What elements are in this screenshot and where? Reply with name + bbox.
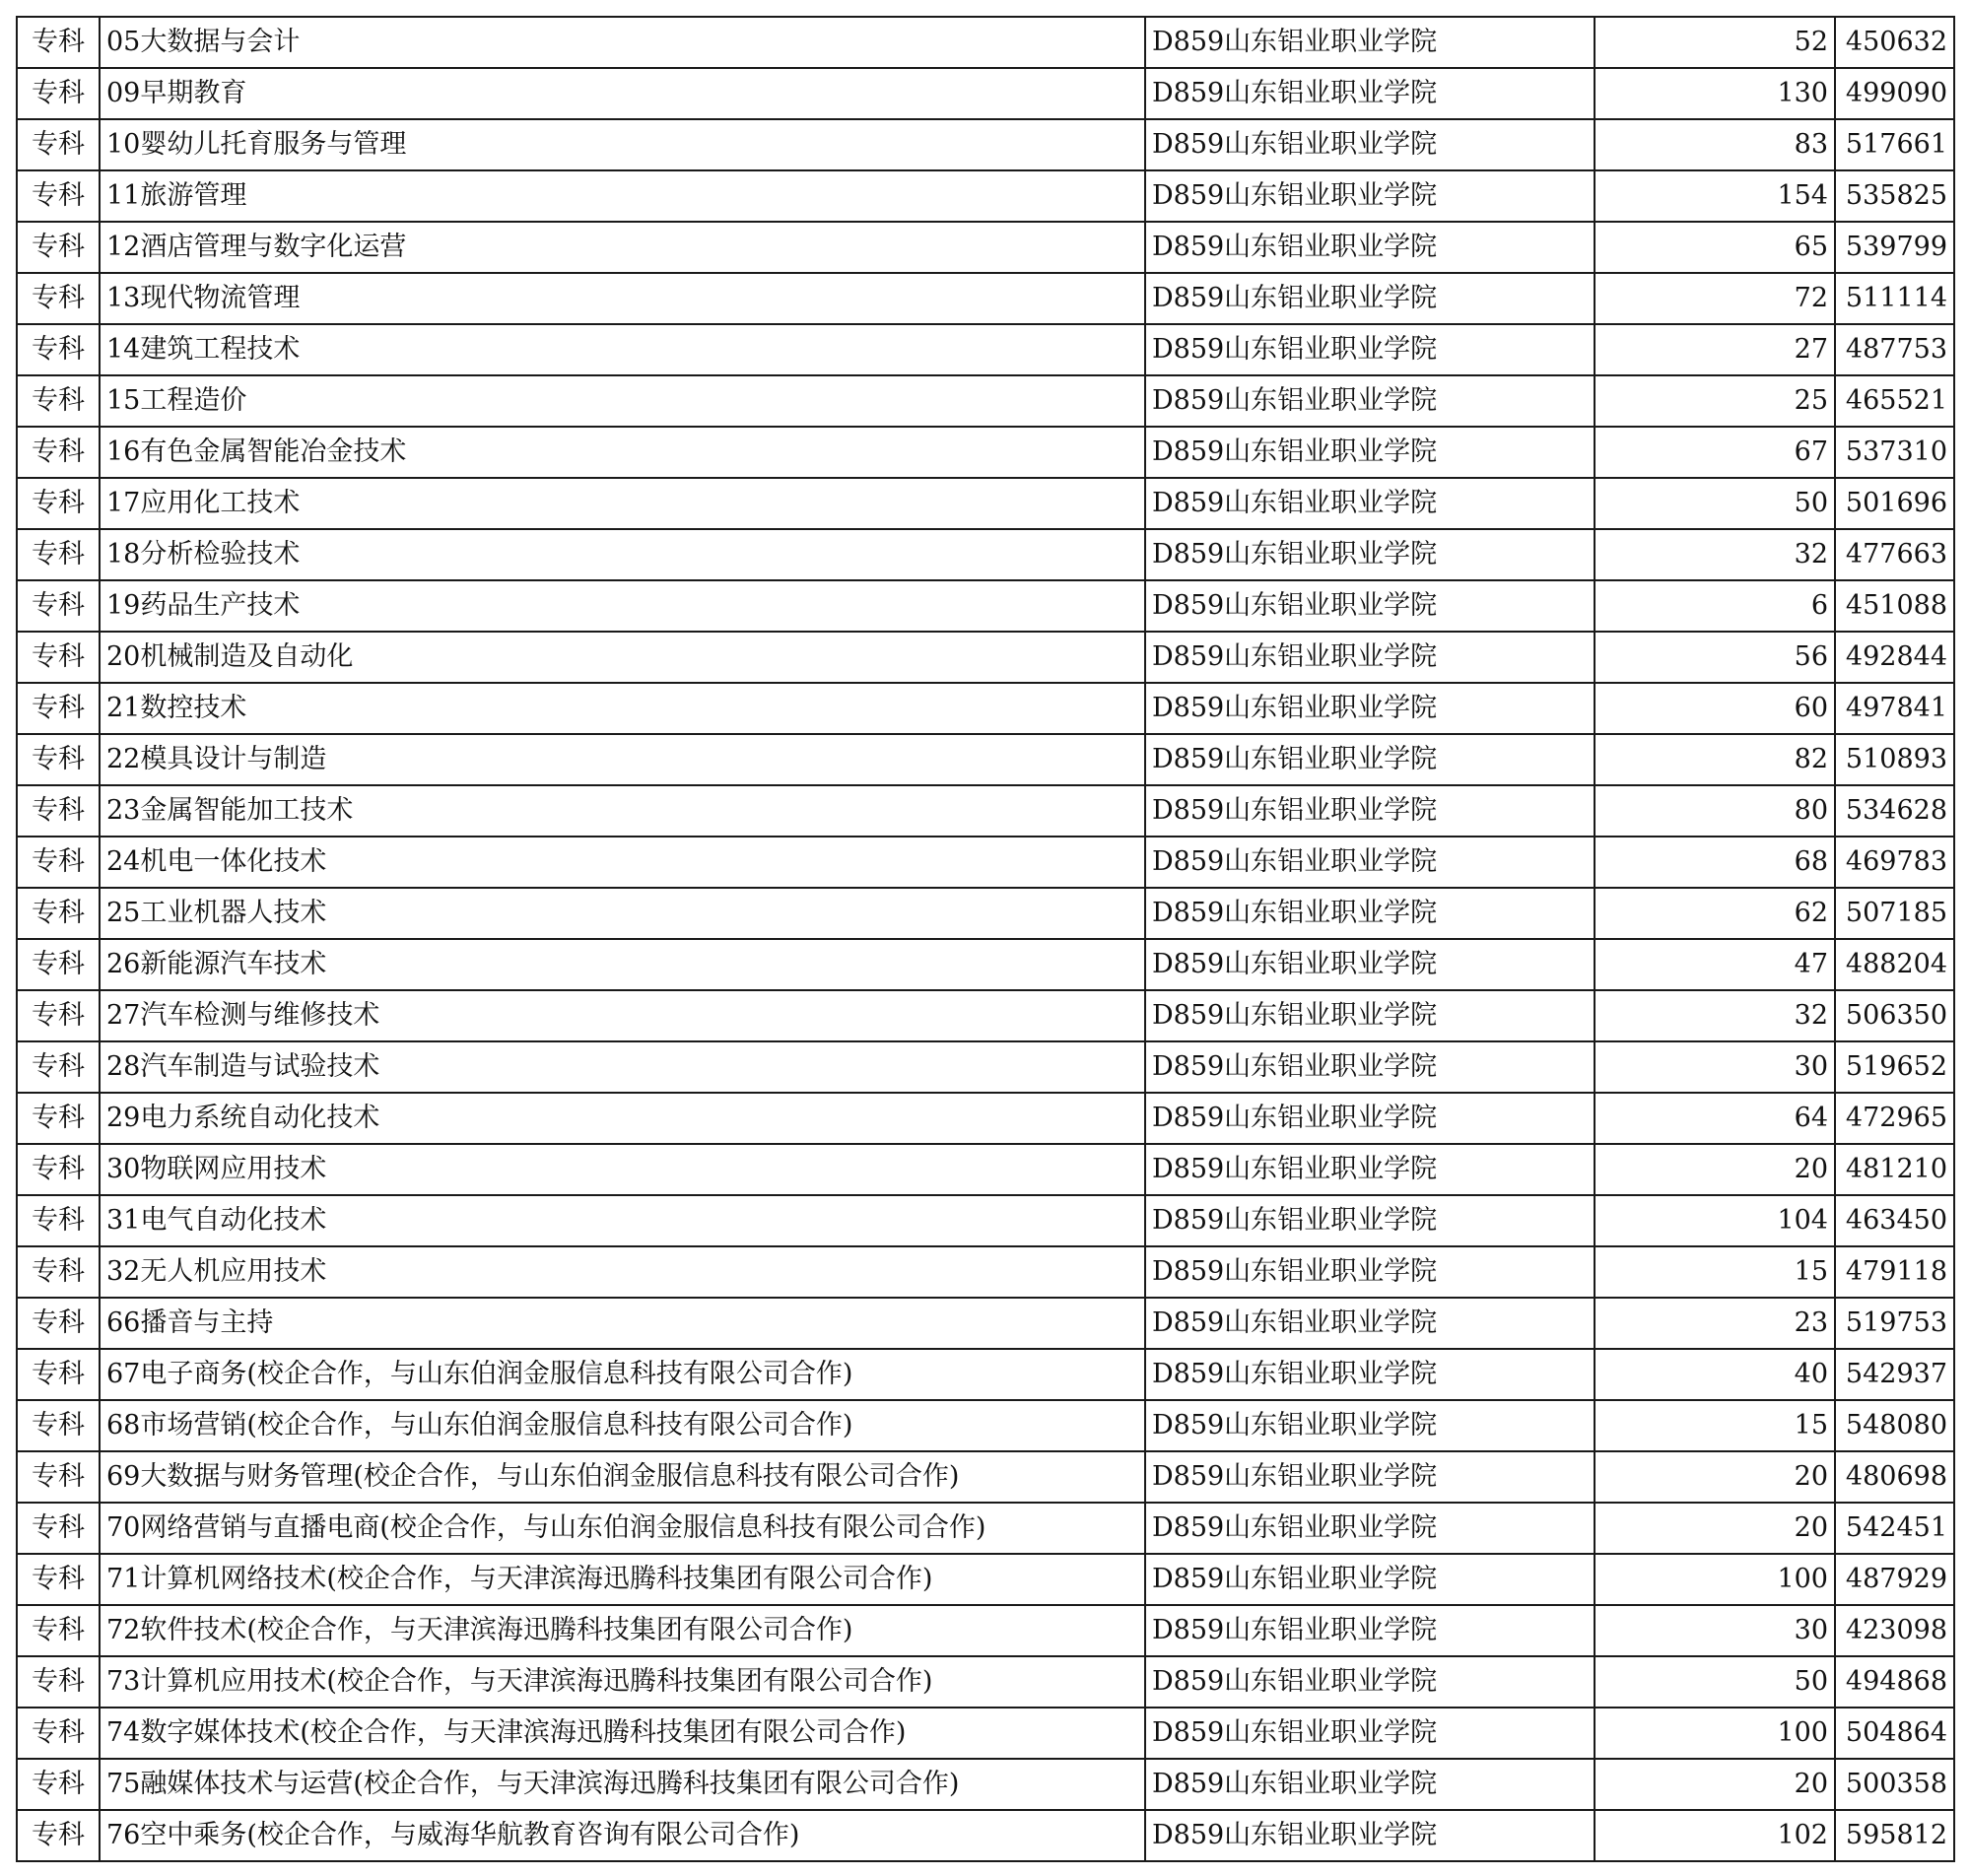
plan-count-cell: 154 bbox=[1595, 170, 1835, 222]
admissions-sheet bbox=[16, 16, 1955, 1862]
table-row bbox=[17, 529, 1954, 580]
major-cell: 30物联网应用技术 bbox=[100, 1144, 1145, 1195]
major-cell: 32无人机应用技术 bbox=[100, 1246, 1145, 1298]
table-row bbox=[17, 939, 1954, 990]
school-cell: D859山东铝业职业学院 bbox=[1145, 1400, 1595, 1451]
min-rank-cell: 477663 bbox=[1835, 529, 1954, 580]
plan-count-cell: 56 bbox=[1595, 632, 1835, 683]
table-row bbox=[17, 1503, 1954, 1554]
plan-count-cell: 30 bbox=[1595, 1041, 1835, 1093]
level-cell: 专科 bbox=[17, 273, 100, 324]
major-cell: 24机电一体化技术 bbox=[100, 837, 1145, 888]
level-cell: 专科 bbox=[17, 1400, 100, 1451]
school-cell: D859山东铝业职业学院 bbox=[1145, 1605, 1595, 1656]
table-row bbox=[17, 1041, 1954, 1093]
min-rank-cell: 548080 bbox=[1835, 1400, 1954, 1451]
min-rank-cell: 535825 bbox=[1835, 170, 1954, 222]
plan-count-cell: 80 bbox=[1595, 785, 1835, 837]
major-cell: 72软件技术(校企合作，与天津滨海迅腾科技集团有限公司合作) bbox=[100, 1605, 1145, 1656]
major-cell: 25工业机器人技术 bbox=[100, 888, 1145, 939]
table-row bbox=[17, 632, 1954, 683]
plan-count-cell: 102 bbox=[1595, 1810, 1835, 1861]
min-rank-cell: 537310 bbox=[1835, 427, 1954, 478]
level-cell: 专科 bbox=[17, 888, 100, 939]
plan-count-cell: 64 bbox=[1595, 1093, 1835, 1144]
min-rank-cell: 510893 bbox=[1835, 734, 1954, 785]
level-cell: 专科 bbox=[17, 1810, 100, 1861]
min-rank-cell: 500358 bbox=[1835, 1759, 1954, 1810]
level-cell: 专科 bbox=[17, 785, 100, 837]
min-rank-cell: 463450 bbox=[1835, 1195, 1954, 1246]
min-rank-cell: 499090 bbox=[1835, 68, 1954, 119]
school-cell: D859山东铝业职业学院 bbox=[1145, 324, 1595, 375]
level-cell: 专科 bbox=[17, 222, 100, 273]
min-rank-cell: 519652 bbox=[1835, 1041, 1954, 1093]
level-cell: 专科 bbox=[17, 427, 100, 478]
table-row bbox=[17, 1349, 1954, 1400]
table-row bbox=[17, 1708, 1954, 1759]
major-cell: 21数控技术 bbox=[100, 683, 1145, 734]
table-row bbox=[17, 1451, 1954, 1503]
plan-count-cell: 15 bbox=[1595, 1246, 1835, 1298]
table-row bbox=[17, 222, 1954, 273]
school-cell: D859山东铝业职业学院 bbox=[1145, 1451, 1595, 1503]
plan-count-cell: 52 bbox=[1595, 17, 1835, 68]
table-row bbox=[17, 837, 1954, 888]
major-cell: 66播音与主持 bbox=[100, 1298, 1145, 1349]
school-cell: D859山东铝业职业学院 bbox=[1145, 1554, 1595, 1605]
table-row bbox=[17, 1810, 1954, 1861]
major-cell: 70网络营销与直播电商(校企合作，与山东伯润金服信息科技有限公司合作) bbox=[100, 1503, 1145, 1554]
major-cell: 16有色金属智能冶金技术 bbox=[100, 427, 1145, 478]
major-cell: 13现代物流管理 bbox=[100, 273, 1145, 324]
min-rank-cell: 465521 bbox=[1835, 375, 1954, 427]
school-cell: D859山东铝业职业学院 bbox=[1145, 1349, 1595, 1400]
school-cell: D859山东铝业职业学院 bbox=[1145, 478, 1595, 529]
major-cell: 19药品生产技术 bbox=[100, 580, 1145, 632]
major-cell: 05大数据与会计 bbox=[100, 17, 1145, 68]
plan-count-cell: 20 bbox=[1595, 1759, 1835, 1810]
min-rank-cell: 487753 bbox=[1835, 324, 1954, 375]
school-cell: D859山东铝业职业学院 bbox=[1145, 990, 1595, 1041]
level-cell: 专科 bbox=[17, 580, 100, 632]
major-cell: 73计算机应用技术(校企合作，与天津滨海迅腾科技集团有限公司合作) bbox=[100, 1656, 1145, 1708]
min-rank-cell: 450632 bbox=[1835, 17, 1954, 68]
min-rank-cell: 595812 bbox=[1835, 1810, 1954, 1861]
major-cell: 11旅游管理 bbox=[100, 170, 1145, 222]
plan-count-cell: 50 bbox=[1595, 478, 1835, 529]
min-rank-cell: 519753 bbox=[1835, 1298, 1954, 1349]
min-rank-cell: 542451 bbox=[1835, 1503, 1954, 1554]
plan-count-cell: 27 bbox=[1595, 324, 1835, 375]
major-cell: 10婴幼儿托育服务与管理 bbox=[100, 119, 1145, 170]
plan-count-cell: 62 bbox=[1595, 888, 1835, 939]
level-cell: 专科 bbox=[17, 1298, 100, 1349]
plan-count-cell: 82 bbox=[1595, 734, 1835, 785]
plan-count-cell: 23 bbox=[1595, 1298, 1835, 1349]
major-cell: 68市场营销(校企合作，与山东伯润金服信息科技有限公司合作) bbox=[100, 1400, 1145, 1451]
plan-count-cell: 50 bbox=[1595, 1656, 1835, 1708]
major-cell: 27汽车检测与维修技术 bbox=[100, 990, 1145, 1041]
table-row bbox=[17, 1195, 1954, 1246]
level-cell: 专科 bbox=[17, 1656, 100, 1708]
level-cell: 专科 bbox=[17, 68, 100, 119]
school-cell: D859山东铝业职业学院 bbox=[1145, 1093, 1595, 1144]
table-row bbox=[17, 888, 1954, 939]
school-cell: D859山东铝业职业学院 bbox=[1145, 1708, 1595, 1759]
table-row bbox=[17, 68, 1954, 119]
school-cell: D859山东铝业职业学院 bbox=[1145, 939, 1595, 990]
table-row bbox=[17, 273, 1954, 324]
plan-count-cell: 60 bbox=[1595, 683, 1835, 734]
school-cell: D859山东铝业职业学院 bbox=[1145, 222, 1595, 273]
school-cell: D859山东铝业职业学院 bbox=[1145, 1041, 1595, 1093]
level-cell: 专科 bbox=[17, 1195, 100, 1246]
level-cell: 专科 bbox=[17, 683, 100, 734]
min-rank-cell: 507185 bbox=[1835, 888, 1954, 939]
table-row bbox=[17, 1759, 1954, 1810]
plan-count-cell: 100 bbox=[1595, 1554, 1835, 1605]
level-cell: 专科 bbox=[17, 1093, 100, 1144]
table-row bbox=[17, 1400, 1954, 1451]
table-row bbox=[17, 1656, 1954, 1708]
major-cell: 15工程造价 bbox=[100, 375, 1145, 427]
major-cell: 14建筑工程技术 bbox=[100, 324, 1145, 375]
plan-count-cell: 83 bbox=[1595, 119, 1835, 170]
school-cell: D859山东铝业职业学院 bbox=[1145, 580, 1595, 632]
min-rank-cell: 480698 bbox=[1835, 1451, 1954, 1503]
plan-count-cell: 30 bbox=[1595, 1605, 1835, 1656]
plan-count-cell: 20 bbox=[1595, 1144, 1835, 1195]
major-cell: 75融媒体技术与运营(校企合作，与天津滨海迅腾科技集团有限公司合作) bbox=[100, 1759, 1145, 1810]
min-rank-cell: 451088 bbox=[1835, 580, 1954, 632]
major-cell: 23金属智能加工技术 bbox=[100, 785, 1145, 837]
level-cell: 专科 bbox=[17, 375, 100, 427]
school-cell: D859山东铝业职业学院 bbox=[1145, 170, 1595, 222]
table-row bbox=[17, 990, 1954, 1041]
plan-count-cell: 40 bbox=[1595, 1349, 1835, 1400]
major-cell: 28汽车制造与试验技术 bbox=[100, 1041, 1145, 1093]
table-row bbox=[17, 427, 1954, 478]
table-row bbox=[17, 375, 1954, 427]
school-cell: D859山东铝业职业学院 bbox=[1145, 734, 1595, 785]
school-cell: D859山东铝业职业学院 bbox=[1145, 1246, 1595, 1298]
table-row bbox=[17, 1605, 1954, 1656]
level-cell: 专科 bbox=[17, 632, 100, 683]
min-rank-cell: 511114 bbox=[1835, 273, 1954, 324]
plan-count-cell: 25 bbox=[1595, 375, 1835, 427]
plan-count-cell: 130 bbox=[1595, 68, 1835, 119]
level-cell: 专科 bbox=[17, 478, 100, 529]
level-cell: 专科 bbox=[17, 1554, 100, 1605]
min-rank-cell: 497841 bbox=[1835, 683, 1954, 734]
school-cell: D859山东铝业职业学院 bbox=[1145, 17, 1595, 68]
major-cell: 67电子商务(校企合作，与山东伯润金服信息科技有限公司合作) bbox=[100, 1349, 1145, 1400]
level-cell: 专科 bbox=[17, 1605, 100, 1656]
level-cell: 专科 bbox=[17, 1246, 100, 1298]
major-cell: 22模具设计与制造 bbox=[100, 734, 1145, 785]
major-cell: 17应用化工技术 bbox=[100, 478, 1145, 529]
level-cell: 专科 bbox=[17, 17, 100, 68]
school-cell: D859山东铝业职业学院 bbox=[1145, 1144, 1595, 1195]
school-cell: D859山东铝业职业学院 bbox=[1145, 1759, 1595, 1810]
plan-count-cell: 67 bbox=[1595, 427, 1835, 478]
major-cell: 12酒店管理与数字化运营 bbox=[100, 222, 1145, 273]
table-row bbox=[17, 734, 1954, 785]
plan-count-cell: 20 bbox=[1595, 1503, 1835, 1554]
table-row bbox=[17, 478, 1954, 529]
level-cell: 专科 bbox=[17, 170, 100, 222]
major-cell: 18分析检验技术 bbox=[100, 529, 1145, 580]
school-cell: D859山东铝业职业学院 bbox=[1145, 119, 1595, 170]
min-rank-cell: 488204 bbox=[1835, 939, 1954, 990]
school-cell: D859山东铝业职业学院 bbox=[1145, 1195, 1595, 1246]
plan-count-cell: 100 bbox=[1595, 1708, 1835, 1759]
major-cell: 76空中乘务(校企合作，与威海华航教育咨询有限公司合作) bbox=[100, 1810, 1145, 1861]
table-row bbox=[17, 785, 1954, 837]
min-rank-cell: 487929 bbox=[1835, 1554, 1954, 1605]
min-rank-cell: 517661 bbox=[1835, 119, 1954, 170]
min-rank-cell: 534628 bbox=[1835, 785, 1954, 837]
major-cell: 71计算机网络技术(校企合作，与天津滨海迅腾科技集团有限公司合作) bbox=[100, 1554, 1145, 1605]
table-row bbox=[17, 1144, 1954, 1195]
school-cell: D859山东铝业职业学院 bbox=[1145, 68, 1595, 119]
major-cell: 26新能源汽车技术 bbox=[100, 939, 1145, 990]
table-row bbox=[17, 17, 1954, 68]
level-cell: 专科 bbox=[17, 1503, 100, 1554]
level-cell: 专科 bbox=[17, 1451, 100, 1503]
min-rank-cell: 472965 bbox=[1835, 1093, 1954, 1144]
level-cell: 专科 bbox=[17, 119, 100, 170]
school-cell: D859山东铝业职业学院 bbox=[1145, 1503, 1595, 1554]
plan-count-cell: 65 bbox=[1595, 222, 1835, 273]
level-cell: 专科 bbox=[17, 1144, 100, 1195]
min-rank-cell: 506350 bbox=[1835, 990, 1954, 1041]
min-rank-cell: 539799 bbox=[1835, 222, 1954, 273]
school-cell: D859山东铝业职业学院 bbox=[1145, 837, 1595, 888]
table-body bbox=[17, 17, 1954, 1861]
major-cell: 29电力系统自动化技术 bbox=[100, 1093, 1145, 1144]
table-row bbox=[17, 580, 1954, 632]
level-cell: 专科 bbox=[17, 939, 100, 990]
level-cell: 专科 bbox=[17, 990, 100, 1041]
plan-count-cell: 47 bbox=[1595, 939, 1835, 990]
level-cell: 专科 bbox=[17, 734, 100, 785]
school-cell: D859山东铝业职业学院 bbox=[1145, 683, 1595, 734]
school-cell: D859山东铝业职业学院 bbox=[1145, 427, 1595, 478]
table-row bbox=[17, 119, 1954, 170]
major-cell: 74数字媒体技术(校企合作，与天津滨海迅腾科技集团有限公司合作) bbox=[100, 1708, 1145, 1759]
school-cell: D859山东铝业职业学院 bbox=[1145, 1810, 1595, 1861]
admissions-table bbox=[16, 16, 1955, 1862]
table-row bbox=[17, 1298, 1954, 1349]
school-cell: D859山东铝业职业学院 bbox=[1145, 888, 1595, 939]
min-rank-cell: 501696 bbox=[1835, 478, 1954, 529]
plan-count-cell: 104 bbox=[1595, 1195, 1835, 1246]
school-cell: D859山东铝业职业学院 bbox=[1145, 273, 1595, 324]
plan-count-cell: 6 bbox=[1595, 580, 1835, 632]
level-cell: 专科 bbox=[17, 324, 100, 375]
table-row bbox=[17, 324, 1954, 375]
school-cell: D859山东铝业职业学院 bbox=[1145, 632, 1595, 683]
plan-count-cell: 15 bbox=[1595, 1400, 1835, 1451]
table-row bbox=[17, 170, 1954, 222]
min-rank-cell: 542937 bbox=[1835, 1349, 1954, 1400]
level-cell: 专科 bbox=[17, 1349, 100, 1400]
min-rank-cell: 494868 bbox=[1835, 1656, 1954, 1708]
major-cell: 09早期教育 bbox=[100, 68, 1145, 119]
school-cell: D859山东铝业职业学院 bbox=[1145, 375, 1595, 427]
school-cell: D859山东铝业职业学院 bbox=[1145, 1298, 1595, 1349]
min-rank-cell: 479118 bbox=[1835, 1246, 1954, 1298]
school-cell: D859山东铝业职业学院 bbox=[1145, 785, 1595, 837]
plan-count-cell: 20 bbox=[1595, 1451, 1835, 1503]
min-rank-cell: 469783 bbox=[1835, 837, 1954, 888]
table-row bbox=[17, 1093, 1954, 1144]
min-rank-cell: 492844 bbox=[1835, 632, 1954, 683]
level-cell: 专科 bbox=[17, 1759, 100, 1810]
level-cell: 专科 bbox=[17, 1041, 100, 1093]
plan-count-cell: 32 bbox=[1595, 990, 1835, 1041]
table-row bbox=[17, 1246, 1954, 1298]
major-cell: 20机械制造及自动化 bbox=[100, 632, 1145, 683]
min-rank-cell: 504864 bbox=[1835, 1708, 1954, 1759]
level-cell: 专科 bbox=[17, 529, 100, 580]
level-cell: 专科 bbox=[17, 1708, 100, 1759]
school-cell: D859山东铝业职业学院 bbox=[1145, 529, 1595, 580]
plan-count-cell: 68 bbox=[1595, 837, 1835, 888]
min-rank-cell: 423098 bbox=[1835, 1605, 1954, 1656]
min-rank-cell: 481210 bbox=[1835, 1144, 1954, 1195]
school-cell: D859山东铝业职业学院 bbox=[1145, 1656, 1595, 1708]
plan-count-cell: 32 bbox=[1595, 529, 1835, 580]
level-cell: 专科 bbox=[17, 837, 100, 888]
plan-count-cell: 72 bbox=[1595, 273, 1835, 324]
major-cell: 69大数据与财务管理(校企合作，与山东伯润金服信息科技有限公司合作) bbox=[100, 1451, 1145, 1503]
table-row bbox=[17, 1554, 1954, 1605]
table-row bbox=[17, 683, 1954, 734]
major-cell: 31电气自动化技术 bbox=[100, 1195, 1145, 1246]
